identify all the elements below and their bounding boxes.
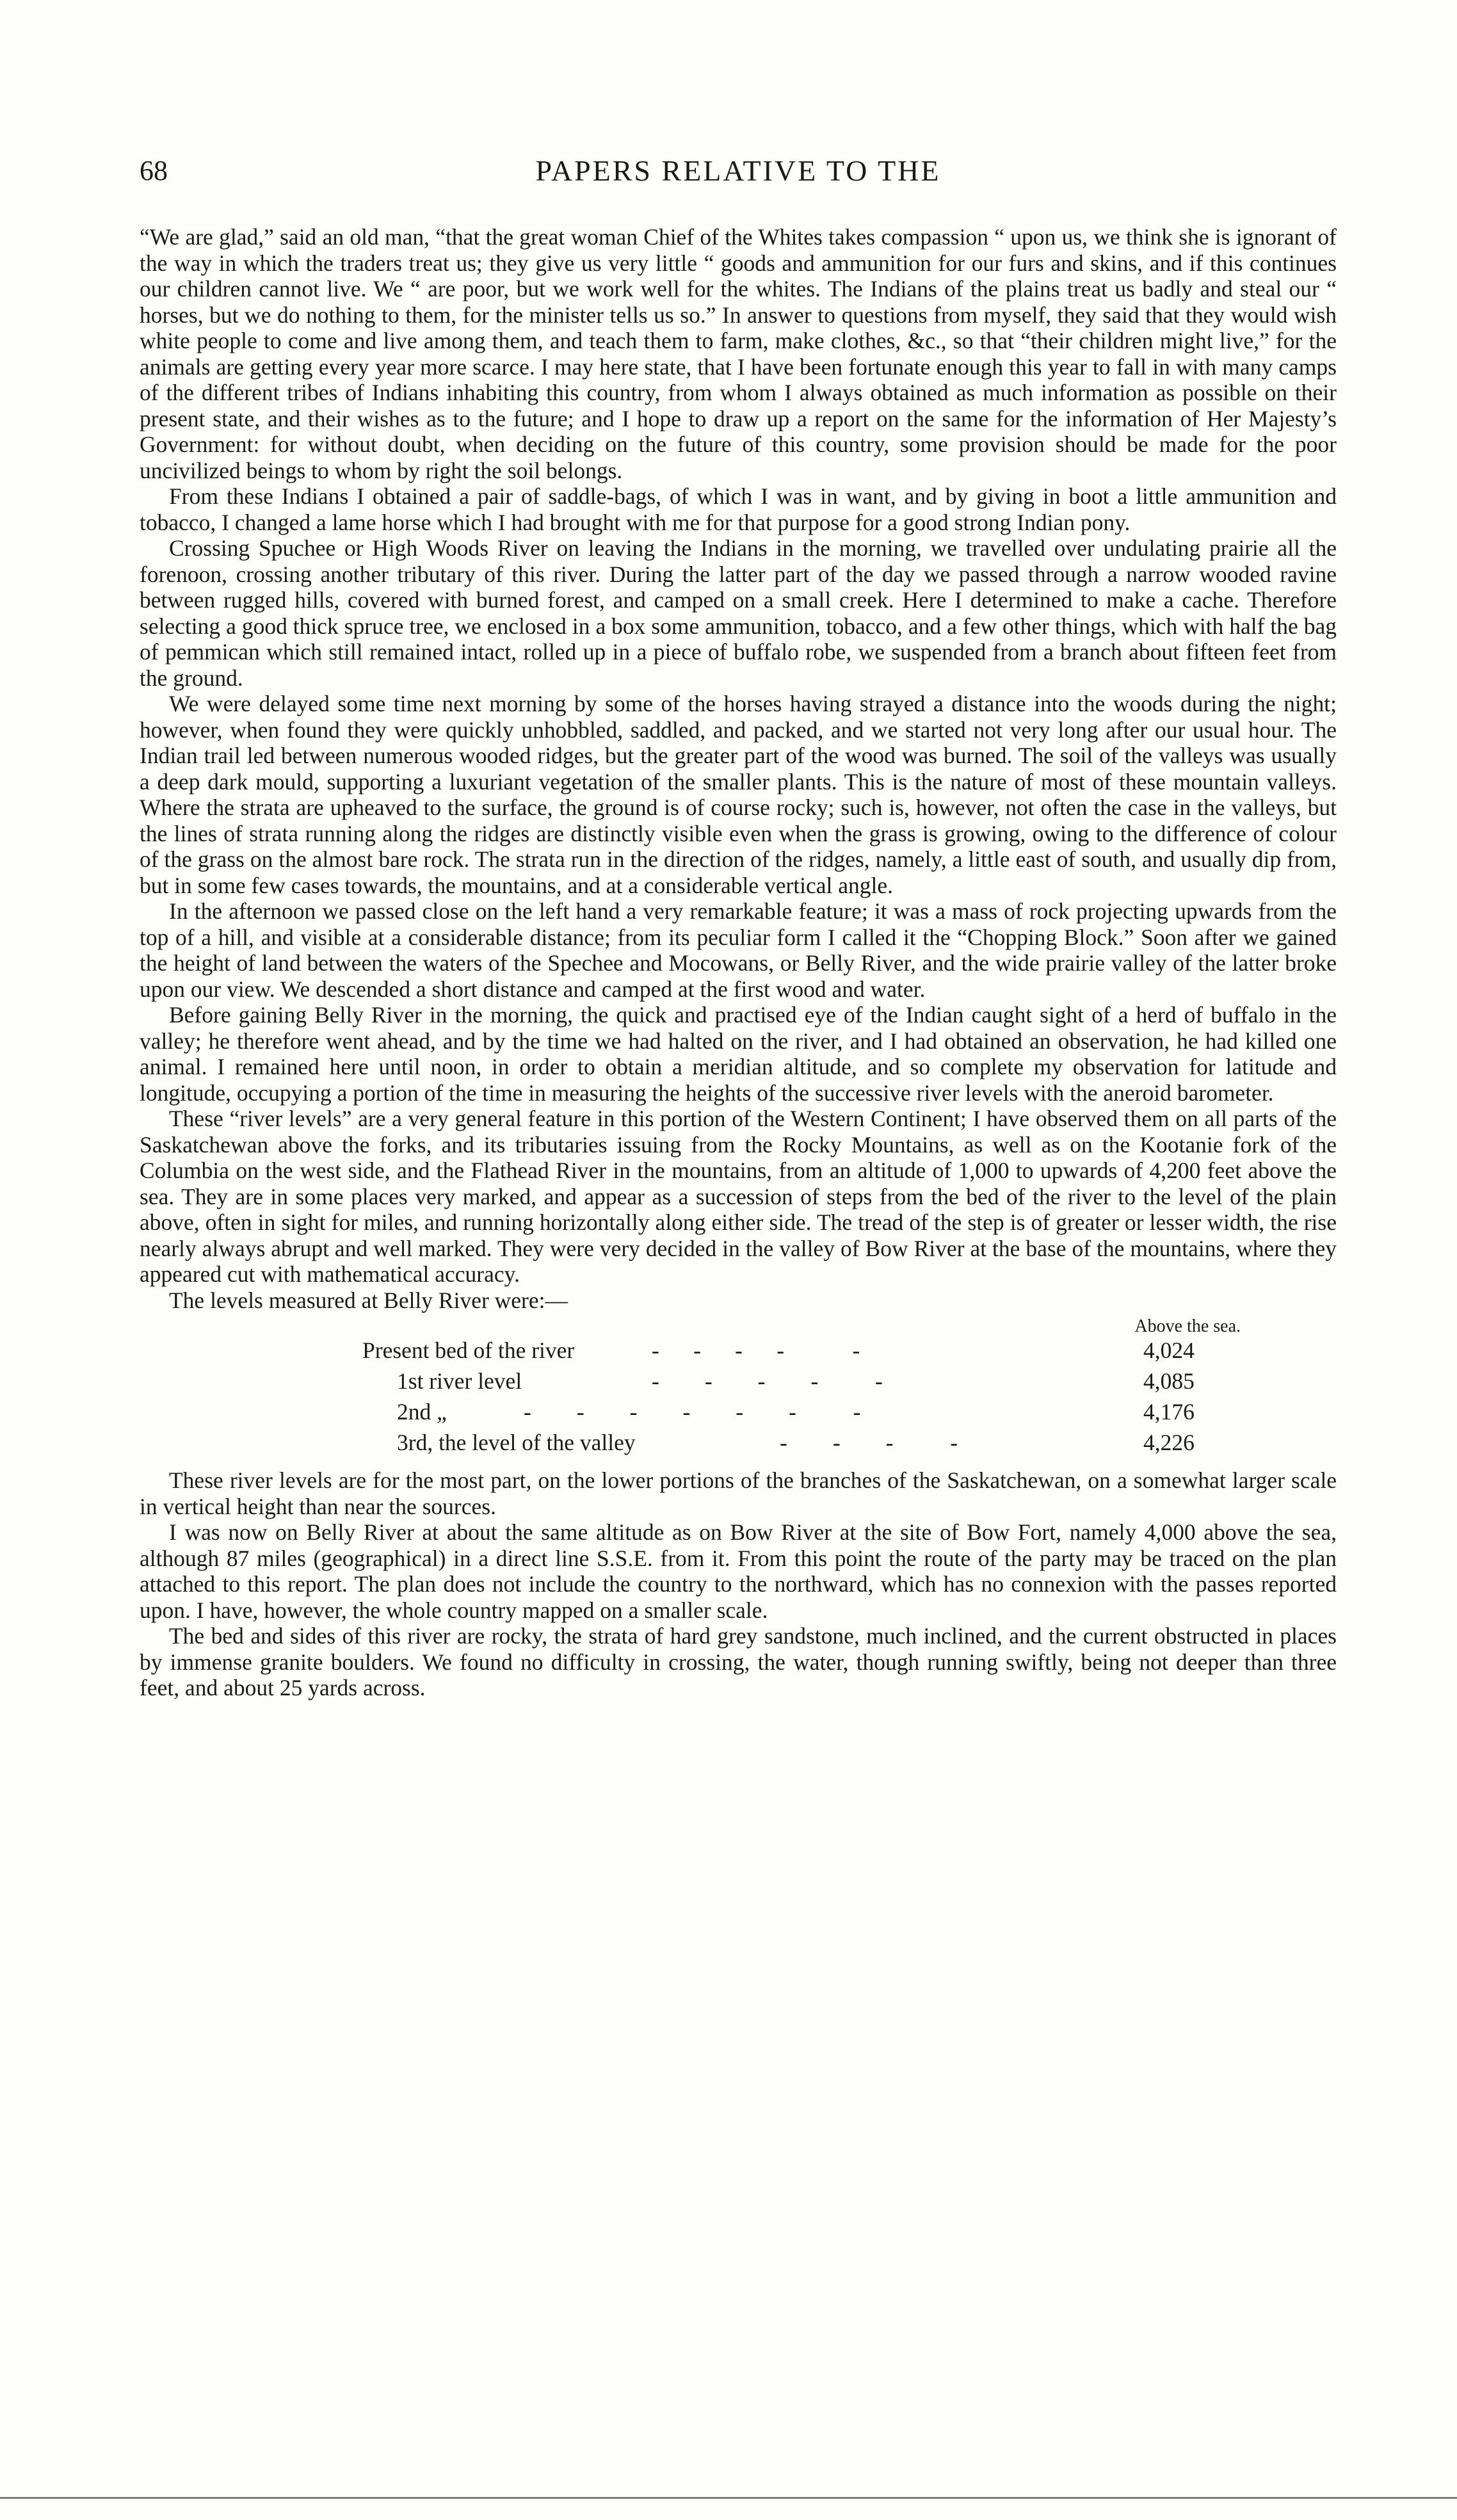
dot-leader: - - - - -: [652, 1368, 883, 1394]
paragraph: Crossing Spuchee or High Woods River on leaving the Indians in the morning, we travelled over undulating prairie all the forenoon, crossing another tributary of this river. During the latter part of the day we passed through a narrow wooded ravine between rugged hills, covered with burned forest, and camped on a small creek. Here I determined to make a cache. Therefore selecting a good thick spruce tree, we enclosed in a box some ammunition, tobacco, and a few other things, which with half the bag of pemmican which still remained intact, rolled up in a piece of buffalo robe, we suspended from a branch about fifteen feet from the ground.: [140, 535, 1337, 691]
row-value: 4,024: [1143, 1337, 1195, 1363]
row-value: 4,176: [1143, 1399, 1195, 1425]
table-row: [140, 1368, 1337, 1394]
dot-leader: - - - - -: [652, 1337, 860, 1363]
paragraph: These “river levels” are a very general feature in this portion of the Western Continent; I have observed them on all parts of the Saskatchewan above the forks, and its tributaries issuing from the Rocky Mountains, as well as on the Kootanie fork of the Columbia on the west side, and the Flathead River in the mountains, from an altitude of 1,000 to upwards of 4,200 feet above the sea. They are in some places very marked, and appear as a succession of steps from the bed of the river to the level of the plain above, often in sight for miles, and running horizontally along either side. The tread of the step is of greater or lesser width, the rise nearly always abrupt and well marked. They were very decided in the valley of Bow River at the base of the mountains, where they appeared cut with mathematical accuracy.: [140, 1106, 1337, 1287]
paragraph: These river levels are for the most part, on the lower portions of the branches of the Saskatchewan, on a somewhat larger scale in vertical height than near the sources.: [140, 1467, 1337, 1519]
river-levels-table: [140, 1316, 1337, 1466]
row-label: 3rd, the level of the valley: [397, 1430, 636, 1455]
dot-leader: - - - -: [780, 1430, 958, 1455]
row-value: 4,226: [1143, 1430, 1195, 1455]
paragraph: The levels measured at Belly River were:—: [169, 1287, 568, 1313]
paragraph: Before gaining Belly River in the morning, the quick and practised eye of the Indian caught sight of a herd of buffalo in the valley; he therefore went ahead, and by the time we had halted on the river, and I had obtained an observation, he had killed one animal. I remained here until noon, in order to obtain a meridian altitude, and so complete my observation for latitude and longitude, occupying a portion of the time in measuring the heights of the successive river levels with the aneroid barometer.: [140, 1002, 1337, 1106]
table-row: [140, 1337, 1337, 1363]
body-text: [140, 224, 1337, 1701]
paragraph: The bed and sides of this river are rocky, the strata of hard grey sandstone, much inclined, and the current obstructed in places by immense granite boulders. We found no difficulty in crossing, the water, though running swiftly, being not deeper than three feet, and about 25 yards across.: [140, 1623, 1337, 1700]
paragraph: We were delayed some time next morning by some of the horses having strayed a distance into the woods during the night; however, when found they were quickly unhobbled, saddled, and packed, and we started not very long after our usual hour. The Indian trail led between numerous wooded ridges, but the greater part of the wood was burned. The soil of the valleys was usually a deep dark mould, supporting a luxuriant vegetation of the smaller plants. This is the nature of most of these mountain valleys. Where the strata are upheaved to the surface, the ground is of course rocky; such is, however, not often the case in the valleys, but the lines of strata running along the ridges are distinctly visible even when the grass is growing, owing to the difference of colour of the grass on the almost bare rock. The strata run in the direction of the ridges, namely, a little east of south, and usually dip from, but in some few cases towards, the mountains, and at a considerable vertical angle.: [140, 691, 1337, 898]
row-value: 4,085: [1143, 1368, 1195, 1394]
dot-leader: - - - - - - -: [524, 1399, 861, 1425]
page-header: [140, 149, 1337, 193]
row-label: Present bed of the river: [362, 1337, 575, 1363]
bottom-rule: [0, 2497, 1457, 2499]
table-row: [140, 1430, 1337, 1455]
row-label: 2nd „: [397, 1399, 447, 1425]
paragraph: “We are glad,” said an old man, “that the great woman Chief of the Whites takes compassion “ upon us, we think she is ignorant of the way in which the traders treat us; they give us very little “ goods and ammunition for our furs and skins, and if this continues our children cannot live. We “ are poor, but we work well for the whites. The Indians of the plains treat us badly and steal our “ horses, but we do nothing to them, for the minister tells us so.” In answer to questions from myself, they said that they would wish white people to come and live among them, and teach them to farm, make clothes, &c., so that “their children might live,” for the animals are getting every year more scarce. I may here state, that I have been fortunate enough this year to fall in with many camps of the different tribes of Indians inhabiting this country, from whom I always obtained as much information as possible on their present state, and their wishes as to the future; and I hope to draw up a report on the same for the information of Her Majesty’s Government: for without doubt, when deciding on the future of this country, some provision should be made for the poor uncivilized beings to whom by right the soil belongs.: [140, 224, 1337, 483]
paragraph: From these Indians I obtained a pair of saddle-bags, of which I was in want, and by giving in boot a little ammunition and tobacco, I changed a lame horse which I had brought with me for that purpose for a good strong Indian pony.: [140, 483, 1337, 535]
page-number: 68: [140, 155, 168, 186]
table-column-header: Above the sea.: [1134, 1316, 1241, 1336]
row-label: 1st river level: [397, 1368, 522, 1394]
paragraph: I was now on Belly River at about the same altitude as on Bow River at the site of Bow Fort, namely 4,000 above the sea, although 87 miles (geographical) in a direct line S.S.E. from it. From this point the route of the party may be traced on the plan attached to this report. The plan does not include the country to the northward, which has no connexion with the passes reported upon. I have, however, the whole country mapped on a smaller scale.: [140, 1519, 1337, 1623]
paragraph: In the afternoon we passed close on the left hand a very remarkable feature; it was a mass of rock projecting upwards from the top of a hill, and visible at a considerable distance; from its peculiar form I called it the “Chopping Block.” Soon after we gained the height of land between the waters of the Spechee and Mocowans, or Belly River, and the wide prairie valley of the latter broke upon our view. We descended a short distance and camped at the first wood and water.: [140, 898, 1337, 1002]
running-title: PAPERS RELATIVE TO THE: [535, 154, 941, 187]
table-row: [140, 1399, 1337, 1425]
